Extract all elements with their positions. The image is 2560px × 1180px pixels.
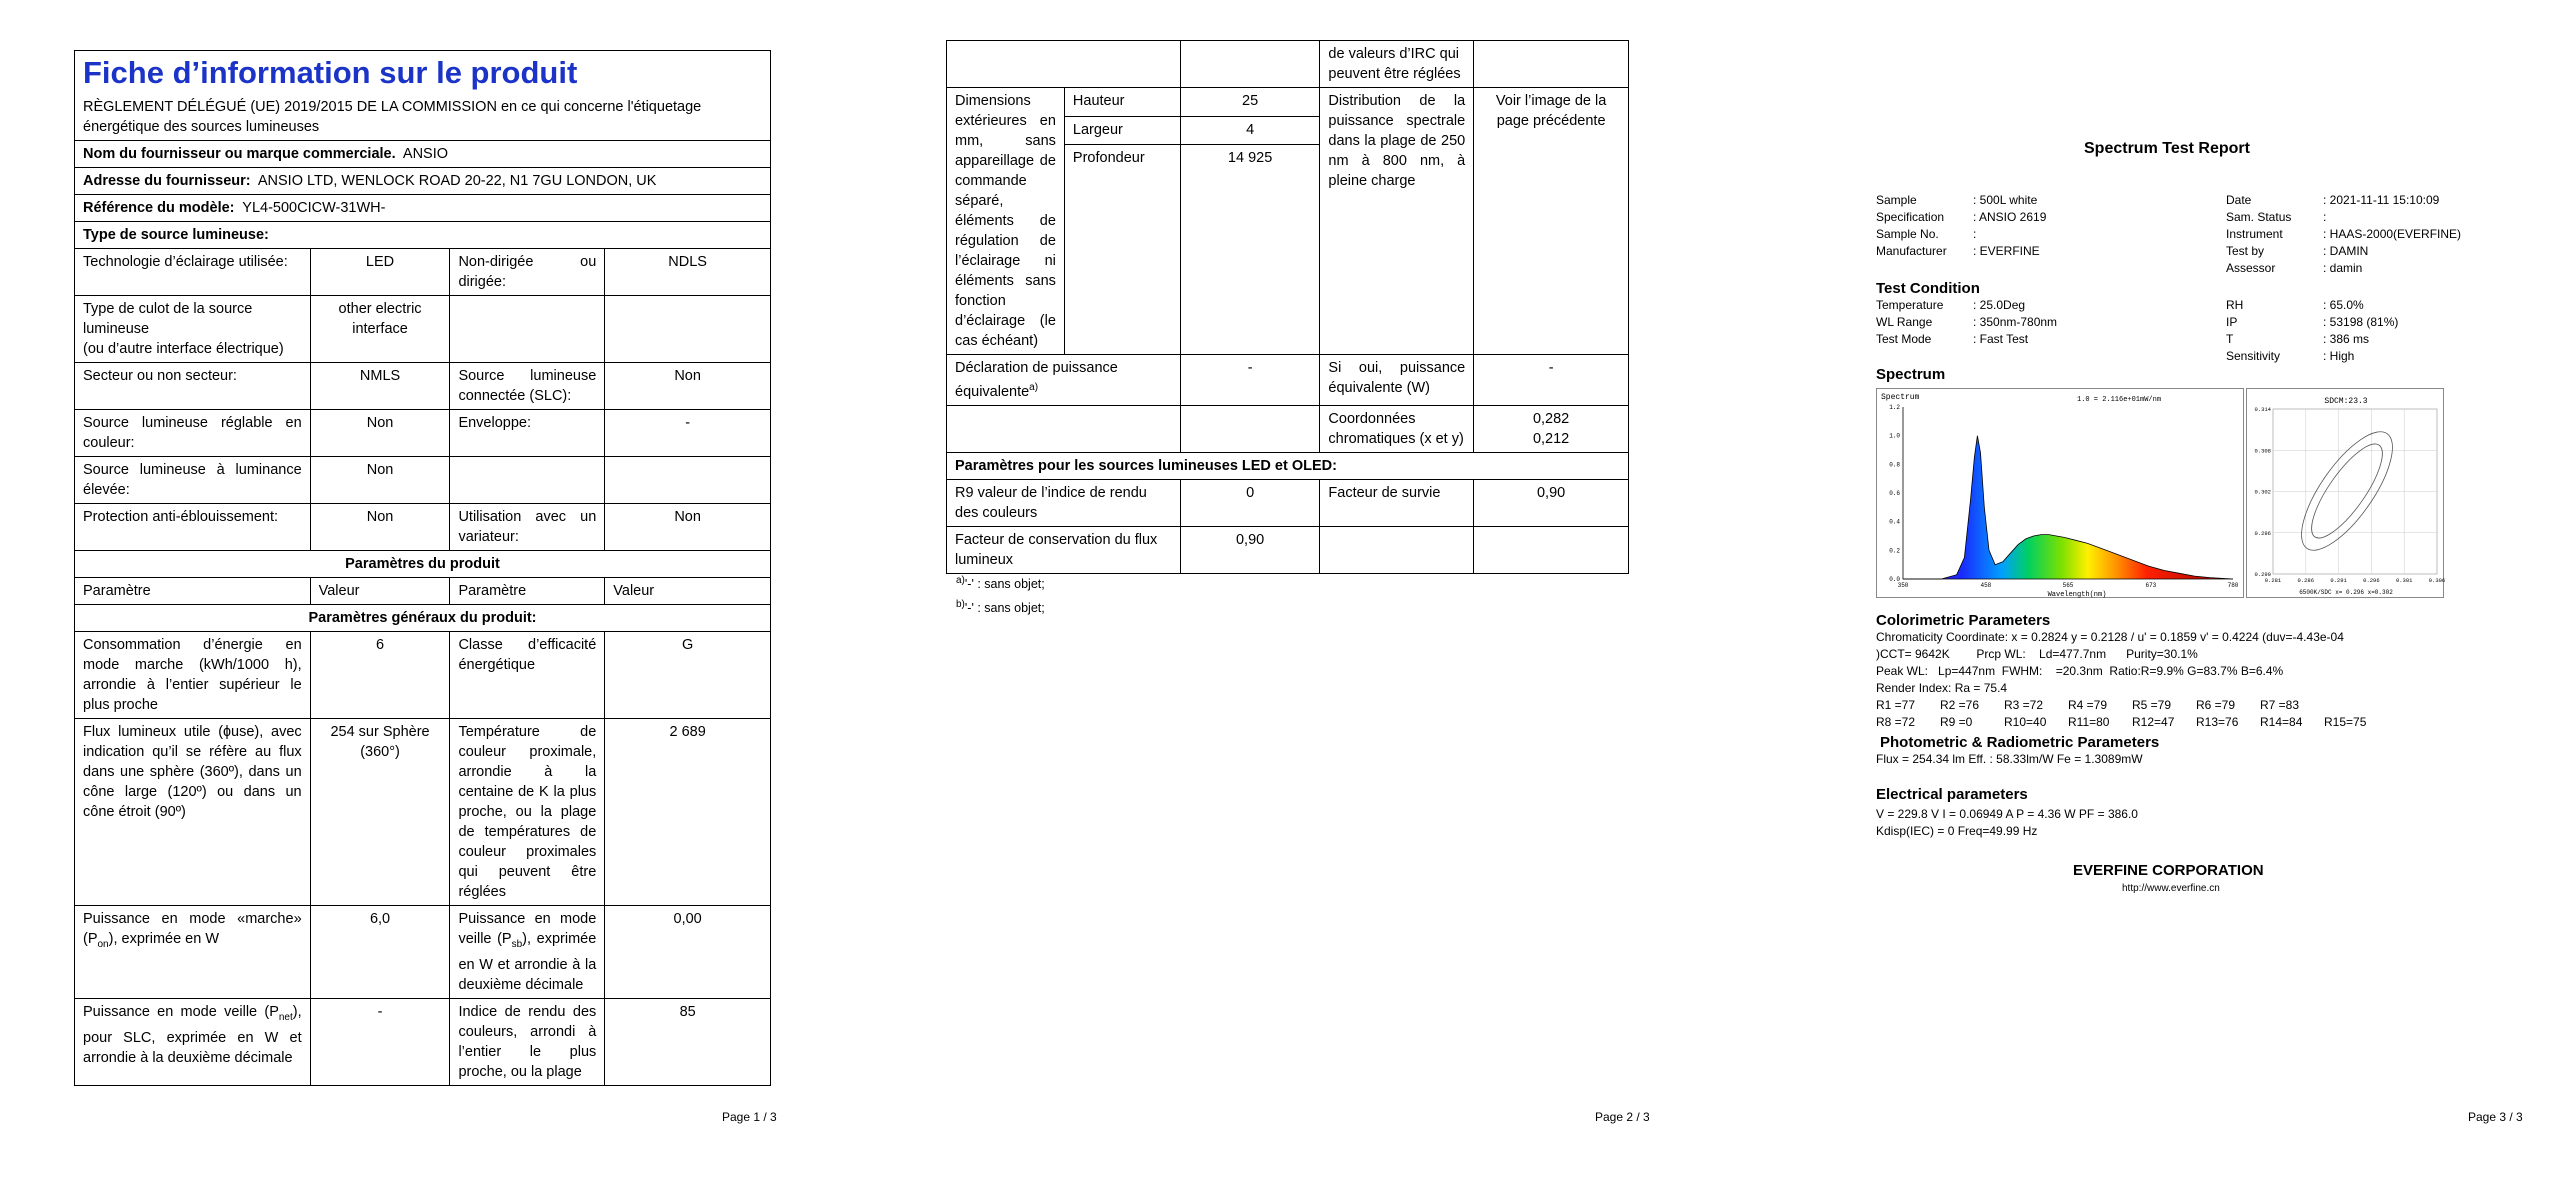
empty-cell <box>605 296 771 363</box>
sdcm-y-tick: 0.296 <box>2254 529 2271 537</box>
pon-label-a: Puissance en mode «marche» (P <box>83 911 302 947</box>
render-index-value: R15=75 <box>2324 715 2367 729</box>
sample-info-row <box>1876 209 2046 226</box>
empty-cell <box>605 457 771 504</box>
sample-info-key: Specification <box>1876 210 1945 224</box>
colorimetric-line: Peak WL: Lp=447nm FWHM: =20.3nm Ratio:R=9.9% G=83.7% B=6.4% <box>1876 664 2284 678</box>
render-index-value: R7 =83 <box>2260 698 2300 712</box>
luminance-label: Source lumineuse à luminance élevée: <box>75 457 311 504</box>
empty-cell <box>1180 41 1320 88</box>
spectrum-y-tick: 0.0 <box>1889 576 1900 583</box>
equiv-sup: a) <box>1029 382 1039 393</box>
directed-label: Non-dirigée ou dirigée: <box>450 249 605 296</box>
spectrum-y-tick: 0.2 <box>1889 547 1900 555</box>
condition-key: Temperature <box>1876 298 1944 312</box>
condition-key: Test Mode <box>1876 332 1932 346</box>
render-index-value: R11=80 <box>2068 715 2110 729</box>
type-heading: Type de source lumineuse: <box>75 222 771 249</box>
corporation-name: EVERFINE CORPORATION <box>2073 862 2264 879</box>
connected-label: Source lumineuse connectée (SLC): <box>450 363 605 410</box>
empty-cell <box>1474 41 1629 88</box>
supplier-row <box>75 141 771 168</box>
condition-row <box>2226 348 2398 365</box>
sdcm-x-tick: 0.301 <box>2395 577 2413 584</box>
instrument-info-key: Test by <box>2226 244 2265 258</box>
empty-cell <box>1320 526 1474 573</box>
spectrum-y-tick: 0.8 <box>1889 461 1900 469</box>
footnote-a-mark: a) <box>956 575 965 586</box>
sdcm-plot <box>2247 389 2445 599</box>
render-index-value: R2 =76 <box>1940 698 1980 712</box>
condition-value: : High <box>2323 349 2355 363</box>
instrument-info-key: Assessor <box>2226 261 2276 275</box>
empty-cell <box>1180 405 1320 452</box>
sample-info-value: : EVERFINE <box>1973 244 2040 258</box>
r9-value: 0 <box>1180 479 1320 526</box>
condition-key: IP <box>2226 315 2238 329</box>
condition-key: RH <box>2226 298 2244 312</box>
condition-row <box>1876 314 2057 331</box>
render-index-value: R8 =72 <box>1876 715 1916 729</box>
product-info-table <box>74 50 771 1086</box>
electrical-line-1: V = 229.8 V I = 0.06949 A P = 4.36 W PF = 386.0 <box>1876 807 2138 821</box>
spectrum-x-tick: 780 <box>2227 582 2239 589</box>
render-index-row-2 <box>1876 714 2388 731</box>
chroma-y: 0,212 <box>1532 430 1570 447</box>
instrument-info-value: : 2021-11-11 15:10:09 <box>2323 193 2440 207</box>
equiv-label <box>947 355 1181 406</box>
spectrum-chart-title: Spectrum <box>1881 393 1920 402</box>
instrument-info-value: : DAMIN <box>2323 244 2369 258</box>
spectrum-plot <box>1877 389 2245 599</box>
footnote-b-text: '-' : sans objet; <box>964 601 1045 616</box>
colorimetric-line: Render Index: Ra = 75.4 <box>1876 681 2008 695</box>
render-index-value: R14=84 <box>2260 715 2303 729</box>
condition-value: : 350nm-780nm <box>1973 315 2058 329</box>
sample-info-key: Sample <box>1876 193 1917 207</box>
mains-value: NMLS <box>310 363 450 410</box>
condition-value: : 53198 (81%) <box>2323 315 2399 329</box>
sdcm-caption: 6500K/SDC x= 0.296 x=0.302 <box>2299 589 2393 596</box>
render-index-value: R4 =79 <box>2068 698 2108 712</box>
col-value-header: Valeur <box>310 578 450 605</box>
led-heading: Paramètres pour les sources lumineuses LED et OLED: <box>947 452 1629 479</box>
sdcm-y-tick: 0.290 <box>2254 571 2271 578</box>
sample-info-value: : 500L white <box>1973 193 2038 207</box>
page-1 <box>0 0 820 1180</box>
page-number: Page 2 / 3 <box>1595 1110 1650 1124</box>
spectrum-y-tick: 1.0 <box>1889 432 1900 440</box>
sample-info-row <box>1876 243 2046 260</box>
energy-value: 6 <box>310 632 450 719</box>
pnet-label-a: Puissance en mode veille (P <box>83 1003 279 1020</box>
instrument-info-value: : HAAS-2000(EVERFINE) <box>2323 227 2462 241</box>
instrument-info-key: Sam. Status <box>2226 210 2292 224</box>
condition-row <box>2226 331 2398 348</box>
width-value: 4 <box>1180 116 1320 145</box>
supplier-value: ANSIO <box>402 146 449 162</box>
energy-label: Consommation d’énergie en mode marche (kWh/1000 h), arrondie à l’entier supérieur le plus proche <box>75 632 311 719</box>
model-value: YL4-500CICW-31WH- <box>242 200 386 216</box>
tech-value: LED <box>310 249 450 296</box>
empty-cell <box>1474 526 1629 573</box>
sdcm-chart <box>2246 388 2444 598</box>
general-heading: Paramètres généraux du produit: <box>75 605 771 632</box>
mains-label: Secteur ou non secteur: <box>75 363 311 410</box>
condition-row <box>1876 297 2057 314</box>
condition-left <box>1876 297 2057 348</box>
product-info-table-continued <box>946 40 1629 574</box>
pon-label <box>75 906 311 999</box>
sample-info-row <box>1876 226 2046 243</box>
page-title: Fiche d’information sur le produit <box>75 51 771 92</box>
condition-value: : 25.0Deg <box>1973 298 2026 312</box>
sdcm-x-tick: 0.286 <box>2297 577 2315 584</box>
survival-label: Facteur de survie <box>1320 479 1474 526</box>
chroma-x: 0,282 <box>1532 410 1570 427</box>
instrument-info-row <box>2226 192 2461 209</box>
spectrum-y-tick: 0.6 <box>1889 490 1900 497</box>
sdcm-x-tick: 0.296 <box>2363 577 2380 584</box>
pon-value: 6,0 <box>310 906 450 999</box>
page-3 <box>1700 0 2560 1180</box>
address-label: Adresse du fournisseur: <box>83 173 251 189</box>
instrument-info-row <box>2226 226 2461 243</box>
luminance-value: Non <box>310 457 450 504</box>
equiv-w-value: - <box>1474 355 1629 406</box>
sdcm-title: SDCM:23.3 <box>2324 397 2368 406</box>
pon-sub: on <box>97 938 109 950</box>
page-number: Page 3 / 3 <box>2468 1110 2523 1124</box>
spectral-label: Distribution de la puissance spectrale dans la plage de 250 nm à 800 nm, à pleine charge <box>1320 88 1474 355</box>
electrical-heading: Electrical parameters <box>1876 786 2028 803</box>
condition-value: : Fast Test <box>1973 332 2029 346</box>
col-param-header: Paramètre <box>450 578 605 605</box>
pnet-label-b: ), pour SLC, exprimée en W et arrondie à la deuxième décimale <box>83 1003 302 1066</box>
colorimetric-block <box>1876 629 2344 697</box>
sample-info-row <box>1876 192 2046 209</box>
condition-row <box>1876 331 2057 348</box>
supplier-label: Nom du fournisseur ou marque commerciale. <box>83 146 396 162</box>
glare-label: Protection anti-éblouissement: <box>75 504 311 551</box>
cap-label <box>75 296 311 363</box>
cap-label-line2: (ou d’autre interface électrique) <box>83 341 284 357</box>
spectrum-xlabel: Wavelength(nm) <box>2047 591 2107 599</box>
condition-row <box>2226 297 2398 314</box>
psb-value: 0,00 <box>605 906 771 999</box>
corporation-url: http://www.everfine.cn <box>2122 883 2220 894</box>
footnote-b-mark: b) <box>956 599 965 610</box>
psb-label-a: Puissance en mode veille (P <box>458 911 597 947</box>
photometric-heading: Photometric & Radiometric Parameters <box>1880 734 2160 751</box>
tech-label: Technologie d’éclairage utilisée: <box>75 249 311 296</box>
empty-cell <box>947 41 1181 88</box>
dimmer-value: Non <box>605 504 771 551</box>
psb-sub: sb <box>511 938 523 950</box>
render-index-value: R3 =72 <box>2004 698 2044 712</box>
render-index-value: R6 =79 <box>2196 698 2236 712</box>
render-index-row-1 <box>1876 697 2324 714</box>
spectrum-y-tick: 1.2 <box>1889 404 1900 411</box>
footnote-a <box>956 572 1045 593</box>
pnet-label <box>75 998 311 1085</box>
equiv-w-label: Si oui, puissance équivalente (W) <box>1320 355 1474 406</box>
spectrum-x-tick: 673 <box>2145 582 2157 589</box>
sdcm-x-tick: 0.306 <box>2428 577 2445 584</box>
spectrum-x-tick: 458 <box>1980 582 1992 589</box>
class-label: Classe d’efficacité énergétique <box>450 632 605 719</box>
colorimetric-line: )CCT= 9642K Prcp WL: Ld=477.7nm Purity=30.1% <box>1876 647 2198 661</box>
render-index-value: R9 =0 <box>1940 715 1973 729</box>
footnote-b <box>956 596 1045 617</box>
r9-label: R9 valeur de l’indice de rendu des couleurs <box>947 479 1181 526</box>
dimmer-label: Utilisation avec un variateur: <box>450 504 605 551</box>
render-index-value: R12=47 <box>2132 715 2175 729</box>
sdcm-ellipse-outer <box>2286 419 2409 564</box>
report-title: Spectrum Test Report <box>2084 140 2250 157</box>
sdcm-y-tick: 0.308 <box>2254 447 2271 455</box>
sample-info-value: : <box>1973 227 1977 241</box>
pnet-value: - <box>310 998 450 1085</box>
address-row <box>75 168 771 195</box>
cap-value: other electric interface <box>310 296 450 363</box>
equiv-value: - <box>1180 355 1320 406</box>
equiv-label-text: Déclaration de puissance équivalente <box>955 360 1118 400</box>
model-label: Référence du modèle: <box>83 200 235 216</box>
model-row <box>75 195 771 222</box>
col-param-header: Paramètre <box>75 578 311 605</box>
height-label: Hauteur <box>1064 88 1180 117</box>
instrument-info <box>2226 192 2461 277</box>
instrument-info-key: Instrument <box>2226 227 2283 241</box>
sdcm-y-tick: 0.314 <box>2254 406 2271 413</box>
width-label: Largeur <box>1064 116 1180 145</box>
sample-info-key: Manufacturer <box>1876 244 1947 258</box>
sample-info-key: Sample No. <box>1876 227 1939 241</box>
spectrum-area <box>1903 436 2233 579</box>
connected-value: Non <box>605 363 771 410</box>
empty-cell <box>450 457 605 504</box>
sdcm-ellipse-inner <box>2300 435 2394 547</box>
depth-label: Profondeur <box>1064 145 1180 355</box>
spectrum-chart <box>1876 388 2244 598</box>
glare-value: Non <box>310 504 450 551</box>
chroma-label: Coordonnées chromatiques (x et y) <box>1320 405 1474 452</box>
depth-value: 14 925 <box>1180 145 1320 355</box>
address-value: ANSIO LTD, WENLOCK ROAD 20-22, N1 7GU LONDON, UK <box>257 173 657 189</box>
instrument-info-row <box>2226 260 2461 277</box>
condition-row <box>2226 314 2398 331</box>
height-value: 25 <box>1180 88 1320 117</box>
electrical-line-2: Kdisp(IEC) = 0 Freq=49.99 Hz <box>1876 824 2038 838</box>
instrument-info-key: Date <box>2226 193 2252 207</box>
instrument-info-row <box>2226 243 2461 260</box>
colour-value: Non <box>310 410 450 457</box>
condition-value: : 386 ms <box>2323 332 2370 346</box>
page-2 <box>820 0 1700 1180</box>
spectrum-annotation: 1.0 = 2.116e+01mW/nm <box>2077 396 2162 404</box>
spectrum-y-tick: 0.4 <box>1889 518 1900 526</box>
flux-label: Flux lumineux utile (ɸuse), avec indication qu’il se réfère au flux dans une sphère (360º), dans un cône large (120º) ou dans un cône étroit (90º) <box>75 719 311 906</box>
spectrum-x-tick: 350 <box>1897 582 1909 589</box>
footnote-a-text: '-' : sans objet; <box>964 577 1045 592</box>
test-condition-heading: Test Condition <box>1876 280 1980 297</box>
pon-label-b: ), exprimée en W <box>108 931 220 947</box>
maint-value: 0,90 <box>1180 526 1320 573</box>
instrument-info-row <box>2226 209 2461 226</box>
cri-label: Indice de rendu des couleurs, arrondi à l’entier le plus proche, ou la plage <box>450 998 605 1085</box>
survival-value: 0,90 <box>1474 479 1629 526</box>
col-value-header: Valeur <box>605 578 771 605</box>
sdcm-y-tick: 0.302 <box>2254 488 2271 496</box>
condition-right <box>2226 297 2398 365</box>
dims-label: Dimensions extérieures en mm, sans appareillage de commande séparé, éléments de régulation de l’éclairage ni éléments sans fonction d’éclairage (le cas échéant) <box>947 88 1065 355</box>
cct-value: 2 689 <box>605 719 771 906</box>
chroma-value <box>1474 405 1629 452</box>
condition-key: Sensitivity <box>2226 349 2281 363</box>
pnet-sub: net <box>278 1011 293 1023</box>
condition-value: : 65.0% <box>2323 298 2364 312</box>
render-index-value: R5 =79 <box>2132 698 2172 712</box>
flux-value: 254 sur Sphère (360°) <box>310 719 450 906</box>
render-index-value: R13=76 <box>2196 715 2239 729</box>
colorimetric-line: Chromaticity Coordinate: x = 0.2824 y = 0.2128 / u' = 0.1859 v' = 0.4224 (duv=-4.43e-04 <box>1876 630 2344 644</box>
maint-label: Facteur de conservation du flux lumineux <box>947 526 1181 573</box>
spectral-value: Voir l’image de la page précédente <box>1474 88 1629 355</box>
regulation-text: RÈGLEMENT DÉLÉGUÉ (UE) 2019/2015 DE LA COMMISSION en ce qui concerne l'étiquetage énergétique des sources lumineuses <box>75 91 771 141</box>
envelope-value: - <box>605 410 771 457</box>
directed-value: NDLS <box>605 249 771 296</box>
cri-continued: de valeurs d’IRC qui peuvent être réglées <box>1320 41 1474 88</box>
colour-label: Source lumineuse réglable en couleur: <box>75 410 311 457</box>
sample-info-value: : ANSIO 2619 <box>1973 210 2047 224</box>
photometric-line: Flux = 254.34 lm Eff. : 58.33lm/W Fe = 1.3089mW <box>1876 752 2143 766</box>
psb-label <box>450 906 605 999</box>
cct-label: Température de couleur proximale, arrondie à la centaine de K la plus proche, ou la plage de températures de couleur proximales qui peuvent être réglées <box>450 719 605 906</box>
instrument-info-value: : damin <box>2323 261 2363 275</box>
condition-key: WL Range <box>1876 315 1933 329</box>
cri-value: 85 <box>605 998 771 1085</box>
class-value: G <box>605 632 771 719</box>
condition-key: T <box>2226 332 2234 346</box>
page-number: Page 1 / 3 <box>722 1110 777 1124</box>
params-heading: Paramètres du produit <box>75 551 771 578</box>
empty-cell <box>947 405 1181 452</box>
colorimetric-heading: Colorimetric Parameters <box>1876 612 2051 629</box>
sample-info <box>1876 192 2046 260</box>
empty-cell <box>450 296 605 363</box>
spectrum-heading: Spectrum <box>1876 366 1946 383</box>
instrument-info-value: : <box>2323 210 2327 224</box>
cap-label-line1: Type de culot de la source lumineuse <box>83 301 253 337</box>
envelope-label: Enveloppe: <box>450 410 605 457</box>
render-index-value: R10=40 <box>2004 715 2047 729</box>
sdcm-x-tick: 0.291 <box>2330 577 2347 584</box>
sdcm-x-tick: 0.281 <box>2264 577 2282 584</box>
render-index-value: R1 =77 <box>1876 698 1916 712</box>
spectrum-x-tick: 565 <box>2062 582 2074 589</box>
psb-label-b: ), exprimée en W et arrondie à la deuxième décimale <box>458 931 597 993</box>
